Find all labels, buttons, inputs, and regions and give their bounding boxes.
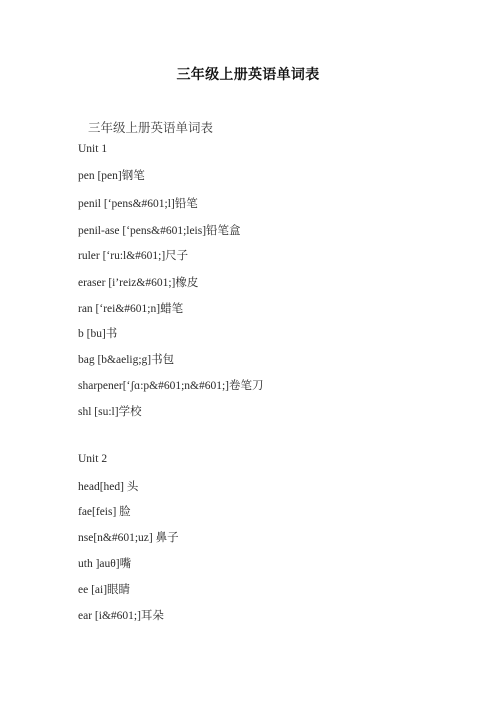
vocab-line: ran [‘rei&#601;n]蜡笔 xyxy=(78,303,184,315)
vocab-line: penil-ase [‘pens&#601;leis]铅笔盒 xyxy=(78,225,241,237)
vocab-line: fae[feis] 脸 xyxy=(78,506,131,518)
document-title: 三年级上册英语单词表 xyxy=(176,68,320,83)
vocab-line: nse[n&#601;uz] 鼻子 xyxy=(78,532,179,544)
vocab-line: head[hed] 头 xyxy=(78,481,139,493)
vocab-line: eraser [i’reiz&#601;]橡皮 xyxy=(78,277,199,289)
vocab-line: sharpener[‘ʃɑ:p&#601;n&#601;]卷笔刀 xyxy=(78,380,264,392)
vocab-line: uth ]auθ]嘴 xyxy=(78,558,132,570)
document-subtitle: 三年级上册英语单词表 xyxy=(88,121,214,135)
vocab-line: ruler [‘ru:l&#601;]尺子 xyxy=(78,250,189,262)
vocab-line: ear [i&#601;]耳朵 xyxy=(78,610,164,622)
unit-1-heading: Unit 1 xyxy=(78,143,108,155)
unit-2-heading: Unit 2 xyxy=(78,453,108,465)
vocab-line: b [bu]书 xyxy=(78,328,118,340)
vocab-line: bag [b&aelig;g]书包 xyxy=(78,354,175,366)
vocab-line: pen [pen]钢笔 xyxy=(78,170,145,182)
vocab-line: penil [‘pens&#601;l]铅笔 xyxy=(78,198,198,210)
vocab-line: shl [su:l]学校 xyxy=(78,406,142,418)
vocab-line: ee [ai]眼睛 xyxy=(78,584,131,596)
